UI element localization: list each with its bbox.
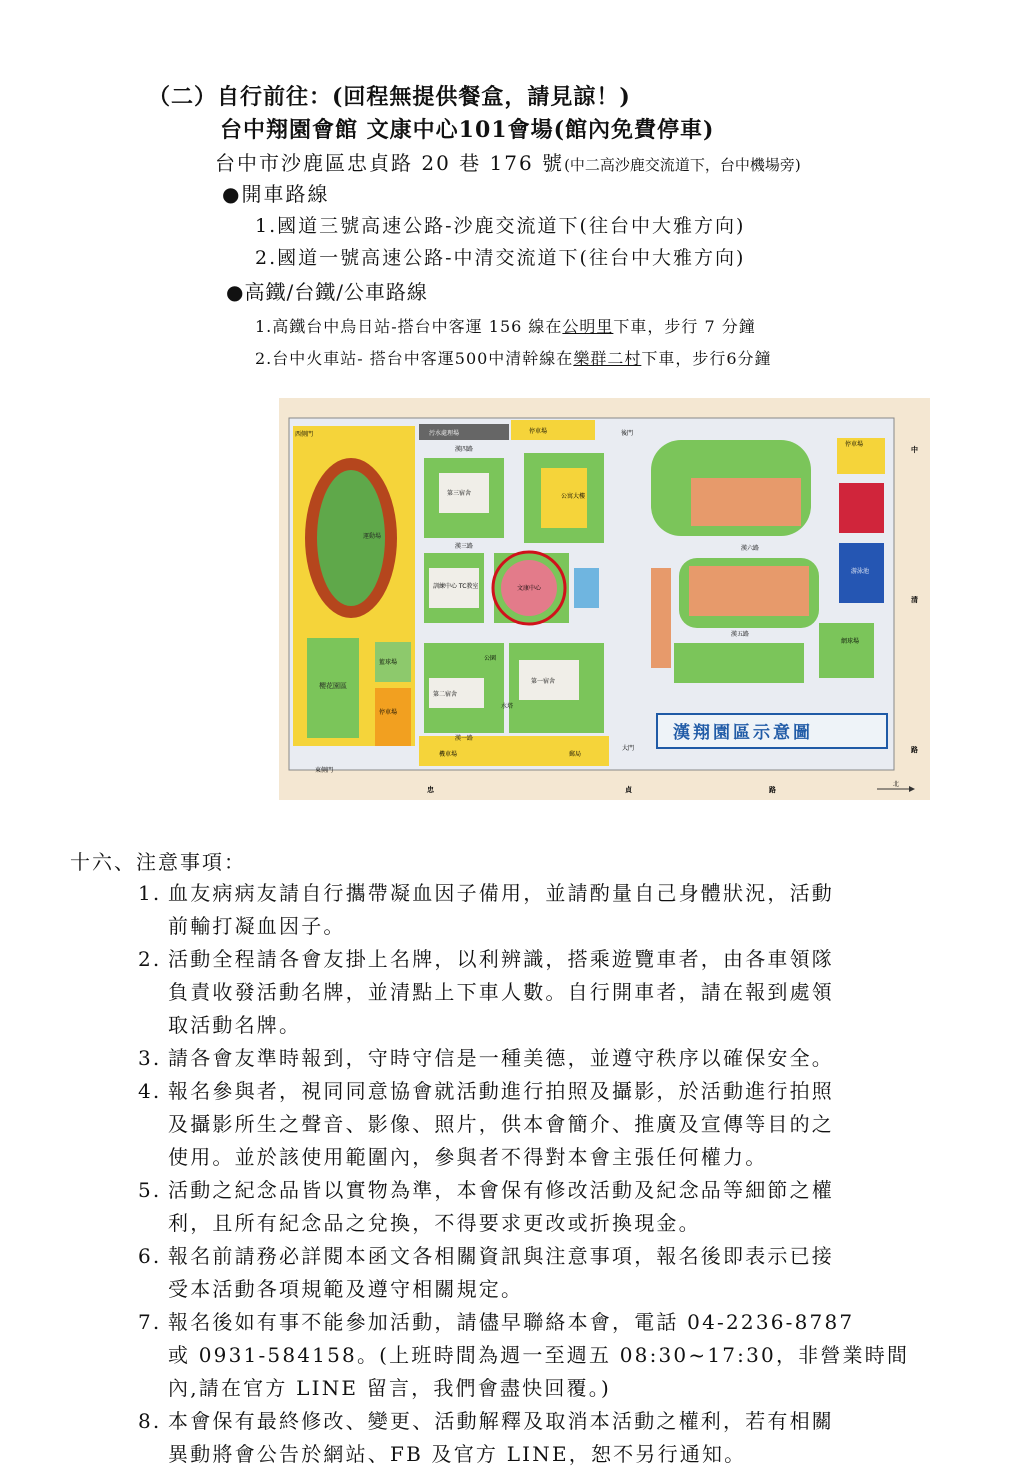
transit-route-2-end: 下車，步行6分鐘 — [641, 349, 772, 368]
road-bottom-2: 貞 — [625, 786, 632, 794]
transit-route-1-end: 下車，步行 7 分鐘 — [613, 317, 756, 336]
note-item — [138, 877, 938, 943]
note-number: 7. — [138, 1310, 162, 1334]
note-line: 及攝影所生之聲音、影像、照片，供本會簡介、推廣及宣傳等目的之 — [168, 1112, 834, 1136]
note-line: 報名後如有事不能參加活動，請儘早聯絡本會，電話 04-2236-8787 — [168, 1310, 855, 1334]
note-number: 8. — [138, 1409, 162, 1433]
note-number: 4. — [138, 1079, 162, 1103]
post-office-label: 郵局 — [569, 751, 582, 758]
parking-label-right: 停車場 — [845, 441, 864, 448]
note-line: 取活動名牌。 — [168, 1013, 302, 1037]
tennis-label: 網球場 — [841, 638, 860, 645]
transit-heading: ●高鐵/台鐵/公車路線 — [226, 280, 428, 304]
han-san-road: 漢三路 — [455, 543, 474, 550]
pool-label: 游泳池 — [851, 568, 870, 575]
venue-title: 台中翔園會館 文康中心101會場(館內免費停車) — [220, 117, 715, 143]
note-item — [138, 1306, 938, 1405]
dorm3-label: 第三宿舍 — [447, 490, 472, 497]
park-label: 公園 — [484, 655, 497, 662]
water-tower-label: 水塔 — [501, 703, 514, 710]
note-number: 1. — [138, 881, 162, 905]
note-line: 前輸打凝血因子。 — [168, 914, 346, 938]
note-line: 利，且所有紀念品之兌換，不得要求更改或折換現金。 — [168, 1211, 701, 1235]
bus-stop-lequnercun: 樂群二村 — [573, 349, 642, 368]
transit-route-1 — [255, 314, 756, 337]
drive-heading: ●開車路線 — [222, 182, 330, 206]
east-gate-label: 東側門 — [315, 767, 334, 774]
dorm2-label: 第二宿舍 — [433, 691, 458, 698]
wenkang-center-label: 文康中心 — [517, 585, 542, 592]
han-liu-road: 漢六路 — [741, 545, 760, 552]
note-line: 使用。並於該使用範圍內，參與者不得對本會主張任何權力。 — [168, 1145, 768, 1169]
note-line: 異動將會公告於網站、FB 及官方 LINE，恕不另行通知。 — [168, 1442, 747, 1466]
address — [215, 147, 801, 176]
drive-route-2: 2.國道一號高速公路-中清交流道下(往台中大雅方向) — [255, 247, 746, 269]
training-label: 訓練中心 TC教室 — [433, 583, 479, 590]
note-line: 負責收發活動名牌，並清點上下車人數。自行開車者，請在報到處領 — [168, 980, 834, 1004]
sewage-label: 污水處理場 — [429, 430, 460, 437]
note-number: 5. — [138, 1178, 162, 1202]
note-number: 2. — [138, 947, 162, 971]
note-line: 內,請在官方 LINE 留言，我們會盡快回覆。) — [168, 1376, 611, 1400]
note-item — [138, 1075, 938, 1174]
basketball-label: 籃球場 — [379, 659, 398, 666]
road-right-2: 清 — [911, 596, 918, 604]
drive-route-1: 1.國道三號高速公路-沙鹿交流道下(往台中大雅方向) — [255, 215, 746, 237]
notes-list — [138, 877, 938, 1471]
note-item — [138, 943, 938, 1042]
transit-route-1-text: 1.高鐵台中烏日站-搭台中客運 156 線在 — [255, 317, 563, 336]
han-wu-road: 漢五路 — [731, 631, 750, 638]
moto-label: 機車場 — [439, 751, 458, 758]
transit-route-2 — [255, 346, 772, 369]
dorm1-label: 第一宿舍 — [531, 678, 556, 685]
back-gate-label: 後門 — [621, 430, 634, 437]
parking-label-top: 停車場 — [529, 428, 548, 435]
note-item — [138, 1174, 938, 1240]
road-bottom-3: 路 — [769, 786, 776, 794]
note-line: 或 0931-584158。(上班時間為週一至週五 08:30~17:30，非營業時間 — [168, 1343, 910, 1367]
road-right-3: 路 — [911, 746, 918, 754]
section16-heading: 十六、注意事項： — [70, 850, 246, 874]
note-line: 報名前請務必詳閱本函文各相關資訊與注意事項，報名後即表示已接 — [168, 1244, 834, 1268]
address-note: (中二高沙鹿交流道下，台中機場旁) — [564, 156, 801, 174]
main-gate-label: 大門 — [622, 745, 635, 752]
track-label: 運動場 — [363, 533, 382, 540]
road-bottom-1: 忠 — [427, 786, 434, 794]
apt-label: 公寓大樓 — [561, 493, 586, 500]
note-line: 活動之紀念品皆以實物為準，本會保有修改活動及紀念品等細節之權 — [168, 1178, 834, 1202]
han-si-road: 漢四路 — [455, 446, 474, 453]
note-line: 本會保有最終修改、變更、活動解釋及取消本活動之權利，若有相關 — [168, 1409, 834, 1433]
road-right-1: 中 — [911, 446, 918, 454]
campus-map — [279, 398, 930, 800]
west-gate-label: 西側門 — [295, 431, 314, 438]
note-line: 血友病病友請自行攜帶凝血因子備用，並請酌量自己身體狀況，活動 — [168, 881, 834, 905]
map-title: 漢翔園區示意圖 — [673, 723, 813, 743]
section2-heading: （二）自行前往：(回程無提供餐盒，請見諒！) — [148, 84, 631, 110]
north-label: 北 — [893, 781, 900, 788]
note-number: 6. — [138, 1244, 162, 1268]
transit-route-2-text: 2.台中火車站- 搭台中客運500中清幹線在 — [255, 349, 574, 368]
note-item — [138, 1042, 938, 1075]
note-line: 報名參與者，視同同意協會就活動進行拍照及攝影，於活動進行拍照 — [168, 1079, 834, 1103]
address-main: 台中市沙鹿區忠貞路 20 巷 176 號 — [215, 151, 565, 175]
han-yi-road: 漢一路 — [455, 735, 474, 742]
cherry-garden-label: 櫻花園區 — [319, 682, 347, 690]
note-item — [138, 1405, 938, 1471]
note-number: 3. — [138, 1046, 162, 1070]
note-line: 受本活動各項規範及遵守相關規定。 — [168, 1277, 524, 1301]
bus-stop-gongmingli: 公明里 — [562, 317, 614, 336]
note-line: 請各會友準時報到，守時守信是一種美德，並遵守秩序以確保安全。 — [168, 1046, 834, 1070]
parking-label-left: 停車場 — [379, 709, 398, 716]
note-line: 活動全程請各會友掛上名牌，以利辨識，搭乘遊覽車者，由各車領隊 — [168, 947, 834, 971]
note-item — [138, 1240, 938, 1306]
